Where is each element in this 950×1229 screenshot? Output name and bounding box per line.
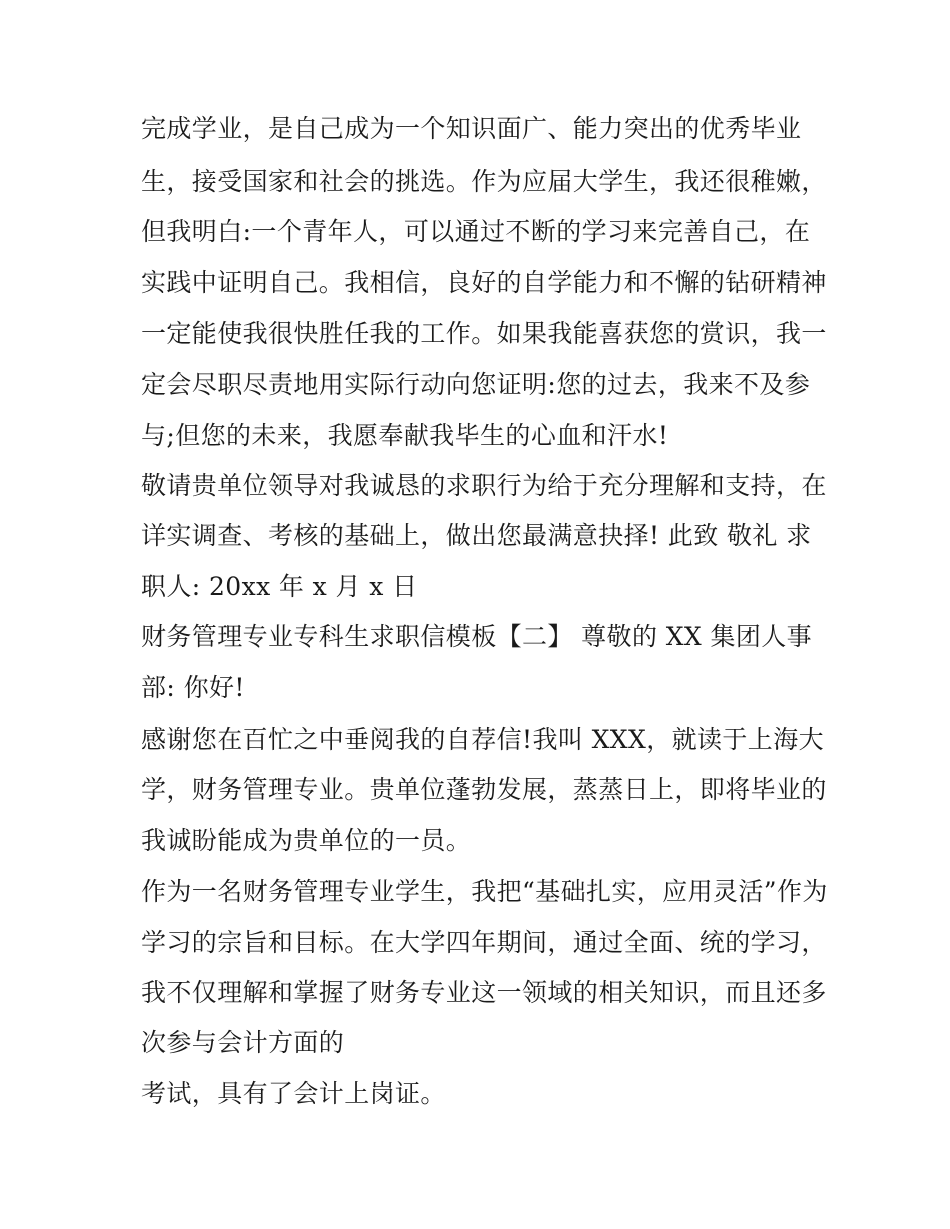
text-line: 定会尽职尽责地用实际行动向您证明:您的过去，我来不及参 xyxy=(141,370,811,399)
text-line: 我诚盼能成为贵单位的一员。 xyxy=(141,826,472,855)
text-line: 感谢您在百忙之中垂阅我的自荐信!我叫 XXX，就读于上海大 xyxy=(141,725,824,754)
text-line: 生，接受国家和社会的挑选。作为应届大学生，我还很稚嫩， xyxy=(141,167,827,196)
text-line: 但我明白:一个青年人，可以通过不断的学习来完善自己，在 xyxy=(141,217,811,246)
text-line: 职人: 20xx 年 x 月 x 日 xyxy=(141,572,418,601)
text-line: 与;但您的未来，我愿奉献我毕生的心血和汗水! xyxy=(141,421,669,450)
text-line: 学，财务管理专业。贵单位蓬勃发展，蒸蒸日上，即将毕业的 xyxy=(141,775,827,804)
text-line: 作为一名财务管理专业学生，我把“基础扎实，应用灵活”作为 xyxy=(141,877,828,906)
text-line: 财务管理专业专科生求职信模板【二】 尊敬的 XX 集团人事 xyxy=(141,622,813,651)
text-line: 一定能使我很快胜任我的工作。如果我能喜获您的赏识，我一 xyxy=(141,319,827,348)
text-line: 部: 你好! xyxy=(141,673,245,702)
text-line: 详实调查、考核的基础上，做出您最满意抉择! 此致 敬礼 求 xyxy=(141,521,812,550)
text-line: 次参与会计方面的 xyxy=(141,1028,345,1057)
text-line: 完成学业，是自己成为一个知识面广、能力突出的优秀毕业 xyxy=(141,114,802,143)
text-line: 我不仅理解和掌握了财务专业这一领域的相关知识，而且还多 xyxy=(141,978,827,1007)
text-line: 敬请贵单位领导对我诚恳的求职行为给于充分理解和支持，在 xyxy=(141,471,827,500)
text-line: 考试，具有了会计上岗证。 xyxy=(141,1079,446,1108)
text-line: 学习的宗旨和目标。在大学四年期间，通过全面、统的学习， xyxy=(141,928,827,957)
text-line: 实践中证明自己。我相信，良好的自学能力和不懈的钻研精神 xyxy=(141,268,827,297)
